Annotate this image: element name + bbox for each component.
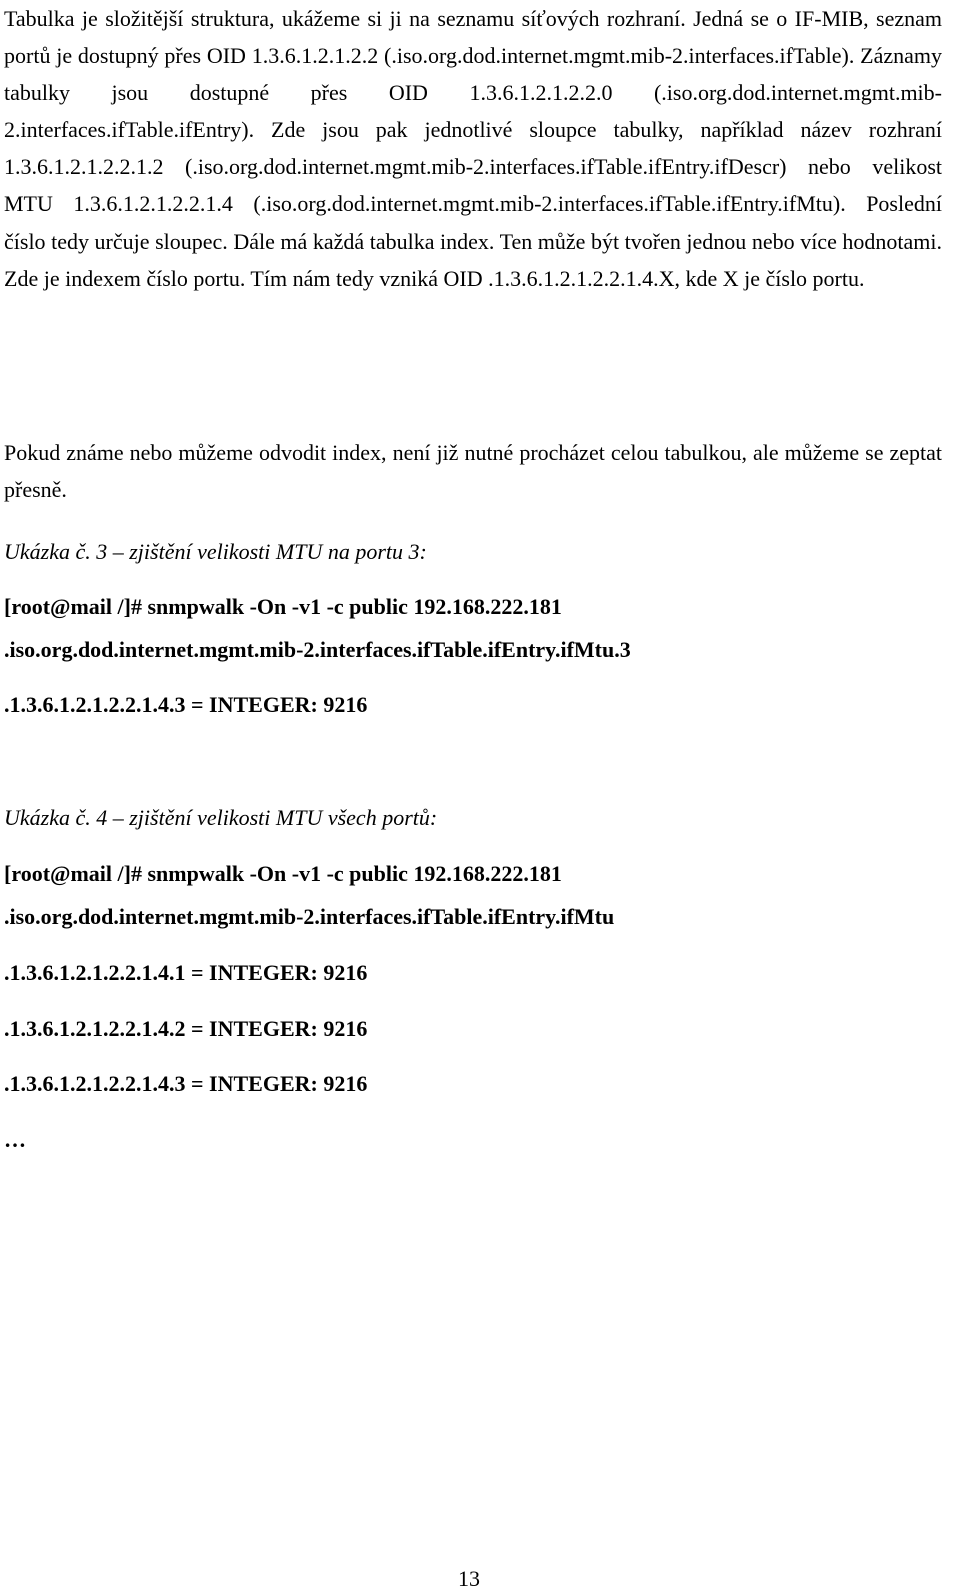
paragraph-table-oid-explanation: Tabulka je složitější struktura, ukážeme si ji na seznamu síťových rozhraní. Jedná se o IF-MIB, seznam portů je dostupný přes OID 1.3.6.1.2.1.2.2 (.iso.org.dod.internet.mgmt.mib-2.interfaces.ifTable). Záznamy tabulky jsou dostupné přes OID 1.3.6.1.2.1.2.2.0 (.iso.org.dod.internet.mgmt.mib-2.interfaces.ifTable.ifEntry). Zde jsou pak jednotlivé sloupce tabulky, například název rozhraní 1.3.6.1.2.1.2.2.1.2 (.iso.org.dod.internet.mgmt.mib-2.interfaces.ifTable.ifEntry.ifDescr) nebo velikost MTU 1.3.6.1.2.1.2.2.1.4 (.iso.org.dod.internet.mgmt.mib-2.interfaces.ifTable.ifEntry.ifMtu). Poslední číslo tedy určuje sloupec. Dále má každá tabulka index. Ten může být tvořen jednou nebo více hodnotami. Zde je indexem číslo portu. Tím nám tedy vzniká OID .1.3.6.1.2.1.2.2.1.4.X, kde X je číslo portu. — [4, 6, 942, 291]
example-3-result-line: .1.3.6.1.2.1.2.2.1.4.3 = INTEGER: 9216 — [4, 692, 368, 717]
example-3-command: [root@mail /]# snmpwalk -On -v1 -c public 192.168.222.181 — [4, 594, 562, 619]
example-4-command: [root@mail /]# snmpwalk -On -v1 -c public 192.168.222.181 — [4, 861, 562, 886]
example-4-result-line-1: .1.3.6.1.2.1.2.2.1.4.1 = INTEGER: 9216 — [4, 960, 368, 985]
example-4-result-line-2: .1.3.6.1.2.1.2.2.1.4.2 = INTEGER: 9216 — [4, 1016, 368, 1041]
paragraph-index-query: Pokud známe nebo můžeme odvodit index, není již nutné procházet celou tabulkou, ale můžeme se zeptat přesně. — [4, 440, 942, 503]
example-4-oid-line: .iso.org.dod.internet.mgmt.mib-2.interfaces.ifTable.ifEntry.ifMtu — [4, 904, 615, 929]
page-number: 13 — [458, 1566, 480, 1591]
example-3-oid-line: .iso.org.dod.internet.mgmt.mib-2.interfaces.ifTable.ifEntry.ifMtu.3 — [4, 637, 631, 662]
example-4-ellipsis: … — [4, 1127, 26, 1152]
example-3-caption: Ukázka č. 3 – zjištění velikosti MTU na portu 3: — [4, 539, 427, 564]
example-4-caption: Ukázka č. 4 – zjištění velikosti MTU všech portů: — [4, 805, 438, 830]
example-4-result-line-3: .1.3.6.1.2.1.2.2.1.4.3 = INTEGER: 9216 — [4, 1071, 368, 1096]
